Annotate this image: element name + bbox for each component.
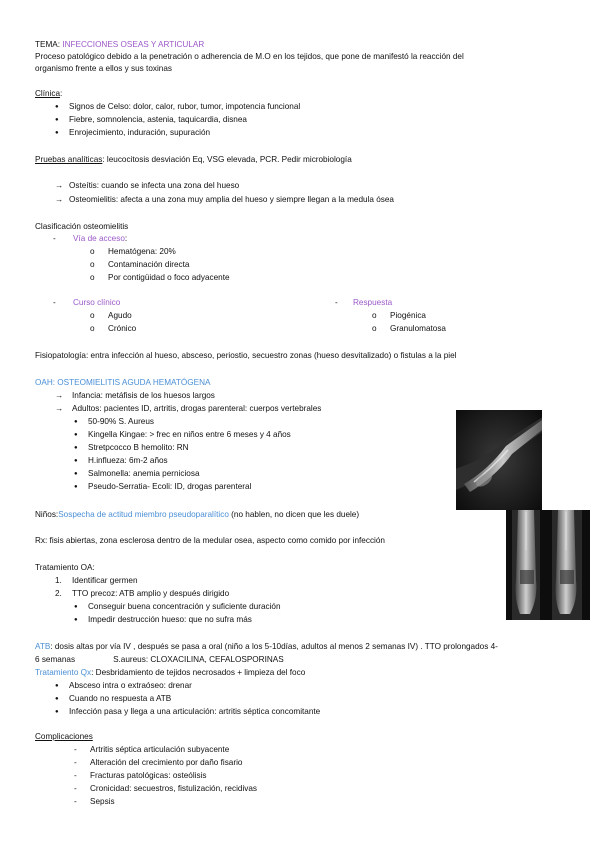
oah-title: OAH: OSTEOMIELITIS AGUDA HEMATÓGENA <box>35 378 211 387</box>
list-item: ●Cuando no respuesta a ATB <box>55 693 171 706</box>
tema-label: TEMA: <box>35 40 61 49</box>
respuesta-heading <box>335 297 392 308</box>
dash-icon: - <box>74 771 77 780</box>
atb-line-2: 6 semanas S.aureus: CLOXACILINA, CEFALOSPORINAS <box>35 655 284 664</box>
bullet-icon <box>74 468 88 481</box>
respuesta-label: Respuesta <box>353 298 393 307</box>
curso-heading <box>53 297 120 308</box>
bullet-icon <box>55 680 69 693</box>
intro-line-2: organismo frente a ellos y sus toxinas <box>35 64 172 73</box>
list-item: → Adultos: pacientes ID, artritis, drogas parenteral: cuerpos vertebrales <box>55 404 322 413</box>
clinica-heading: Clínica: <box>35 89 63 98</box>
via-heading: - Vía de acceso: <box>53 234 128 243</box>
bullet-icon <box>74 429 88 442</box>
ninos-label: Niños: <box>35 510 59 519</box>
circle-icon: o <box>90 260 95 269</box>
bullet-icon <box>74 455 88 468</box>
list-item: o Agudo <box>90 311 132 320</box>
list-item: - Alteración del crecimiento por daño fisario <box>74 758 243 767</box>
circle-icon: o <box>90 311 95 320</box>
list-item: - Sepsis <box>74 797 115 806</box>
list-item: o Contaminación directa <box>90 260 190 269</box>
list-item: ●Signos de Celso: dolor, calor, rubor, tumor, impotencia funcional <box>55 101 300 114</box>
list-item: ●Absceso intra o extraóseo: drenar <box>55 680 192 693</box>
list-item: ●Infección pasa y llega a una articulación: artritis séptica concomitante <box>55 706 320 719</box>
circle-icon: o <box>90 324 95 333</box>
circle-icon: o <box>372 311 377 320</box>
clasificacion-title: Clasificación osteomielitis <box>35 222 129 231</box>
dash-icon: - <box>53 298 56 307</box>
list-item: - Cronicidad: secuestros, fistulización, recidivas <box>74 784 258 793</box>
dash-icon: - <box>74 784 77 793</box>
qx-line: Tratamiento Qx: Desbridamiento de tejidos necrosados + limpieza del foco <box>35 668 306 677</box>
dash-icon: - <box>74 758 77 767</box>
dash-icon: - <box>335 298 338 307</box>
bullet-icon <box>74 614 88 627</box>
via-label: Vía de acceso <box>73 234 125 243</box>
bullet-icon <box>74 416 88 429</box>
list-item: → Osteomielitis: afecta a una zona muy amplia del hueso y siempre llegan a la medula ósea <box>55 195 394 204</box>
list-item: → Osteítis: cuando se infecta una zona del hueso <box>55 181 240 190</box>
curso-label: Curso clínico <box>73 298 121 307</box>
xray-image-arm <box>456 410 542 510</box>
list-item: 2. TTO precoz: ATB amplio y después dirigido <box>55 589 230 598</box>
bullet-icon <box>55 127 69 140</box>
bullet-icon <box>55 101 69 114</box>
rx-text: Rx: fisis abiertas, zona esclerosa dentro de la medular osea, aspecto como comido por infección <box>35 536 385 545</box>
list-item: ●Salmonella: anemia perniciosa <box>74 468 200 481</box>
bullet-icon <box>74 601 88 614</box>
dash-icon: - <box>53 234 56 243</box>
clinica-title: Clínica <box>35 89 61 98</box>
tratamiento-title: Tratamiento OA: <box>35 563 95 572</box>
fisiopatologia-text: Fisiopatología: entra infección al hueso, absceso, periostio, secuestro zonas (hueso desvitalizado) o fistulas a la piel <box>35 351 457 360</box>
bullet-icon <box>55 706 69 719</box>
ninos-highlight: Sospecha de actitud miembro pseudoparalítico <box>58 510 229 519</box>
list-item: ●50-90% S. Aureus <box>74 416 154 429</box>
dash-icon: - <box>74 745 77 754</box>
ninos-line: Niños:Sospecha de actitud miembro pseudoparalítico (no hablen, no dicen que les duele) <box>35 510 360 519</box>
atb-line-1: ATB: dosis altas por vía IV , después se pasa a oral (niño a los 5-10días, adultos al menos 2 semanas IV) . TTO prolongados 4- <box>35 642 498 651</box>
bullet-icon <box>55 114 69 127</box>
circle-icon: o <box>90 247 95 256</box>
list-item: ●Enrojecimiento, induración, supuración <box>55 127 210 140</box>
dash-icon: - <box>74 797 77 806</box>
list-item: o Crónico <box>90 324 137 333</box>
arrow-icon: → <box>55 181 64 190</box>
list-item: ●Conseguir buena concentración y suficiente duración <box>74 601 281 614</box>
xray-image-leg <box>506 510 590 620</box>
list-item: ●Pseudo-Serratia- Ecoli: ID, drogas parenteral <box>74 481 251 494</box>
list-item: → Infancia: metáfisis de los huesos largos <box>55 391 215 400</box>
arrow-icon: → <box>55 195 64 204</box>
arrow-icon: → <box>55 404 64 413</box>
atb-label: ATB <box>35 642 51 651</box>
list-item: o Granulomatosa <box>372 324 446 333</box>
circle-icon: o <box>372 324 377 333</box>
list-item: 1. Identificar germen <box>55 576 138 585</box>
pruebas-title: Pruebas analíticas <box>35 155 103 164</box>
bullet-icon <box>55 693 69 706</box>
list-item: - Fracturas patológicas: osteólisis <box>74 771 207 780</box>
list-item: ●Impedir destrucción hueso: que no sufra más <box>74 614 252 627</box>
list-item: ●H.influeza: 6m-2 años <box>74 455 168 468</box>
list-item: o Hematógena: 20% <box>90 247 176 256</box>
bullet-icon <box>74 442 88 455</box>
arrow-icon: → <box>55 391 64 400</box>
circle-icon: o <box>90 273 95 282</box>
pruebas-line: Pruebas analíticas: leucocitosis desviación Eq, VSG elevada, PCR. Pedir microbiología <box>35 155 352 164</box>
list-item: o Por contigüidad o foco adyacente <box>90 273 230 282</box>
list-item: ●Kingella Kingae: > frec en niños entre 6 meses y 4 años <box>74 429 291 442</box>
bullet-icon <box>74 481 88 494</box>
tema-title: INFECCIONES OSEAS Y ARTICULAR <box>62 40 205 49</box>
list-item: ●Fiebre, somnolencia, astenia, taquicardia, disnea <box>55 114 247 127</box>
list-item: - Artritis séptica articulación subyacente <box>74 745 230 754</box>
intro-line-1: Proceso patológico debido a la penetración o adherencia de M.O en los tejidos, que pone de manifestó la reacción del <box>35 52 464 61</box>
list-item: ●Stretpcocco B hemolito: RN <box>74 442 189 455</box>
qx-label: Tratamiento Qx <box>35 668 92 677</box>
complicaciones-title: Complicaciones <box>35 732 93 741</box>
tema-line <box>35 39 204 50</box>
list-item: o Piogénica <box>372 311 426 320</box>
